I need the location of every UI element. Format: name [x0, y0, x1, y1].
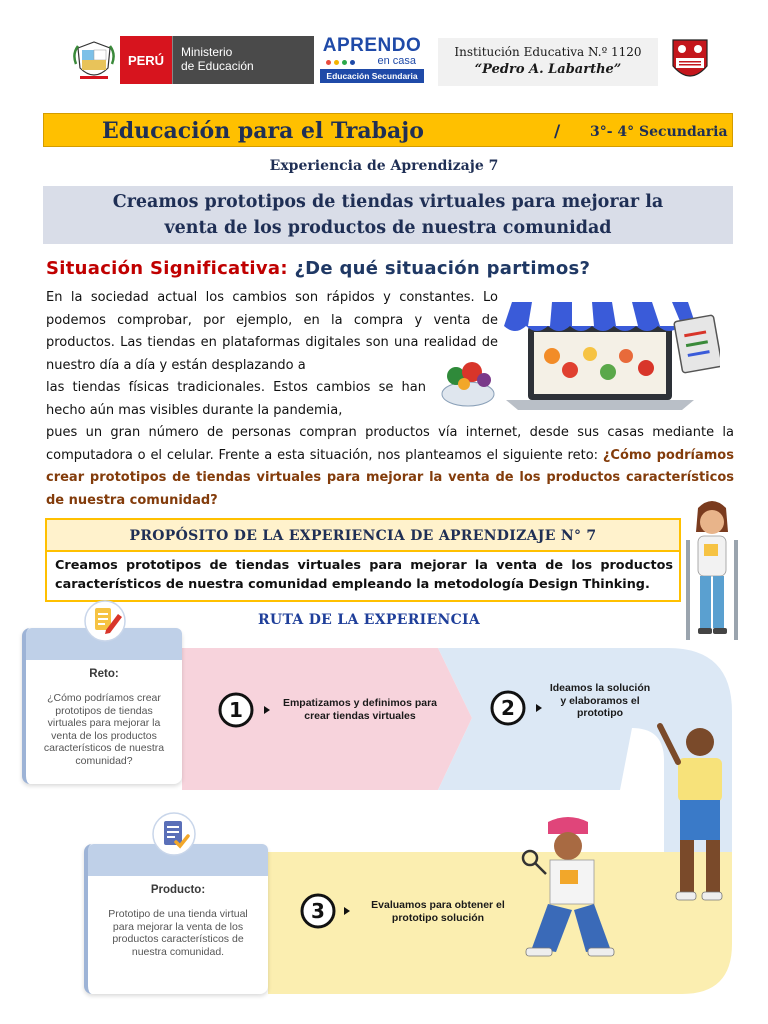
course-grade: 3°- 4° Secundaria [590, 124, 728, 140]
step-3-text: Evaluamos para obtener el prototipo solución [371, 899, 505, 924]
step-2-text: Ideamos la solución y elaboramos el prototipo [549, 682, 651, 719]
aprendo-subtitle: en casa [377, 55, 416, 67]
situation-challenge: ¿Cómo podríamos crear prototipos de tiendas virtuales para mejorar la venta de los productos característicos de nuestra comunidad? [46, 447, 734, 509]
situation-paragraph-3 [46, 422, 734, 513]
aprendo-level: Educación Secundaria [320, 69, 424, 83]
school-shield-icon [670, 36, 710, 86]
notepad-pencil-icon [84, 600, 126, 642]
situation-paragraph-3-text: pues un gran número de personas compran productos vía internet, desde sus casas mediante la computadora o el celular. Frente a esta situación, nos planteamos el siguiente reto: [46, 425, 734, 463]
main-title-line2: venta de los productos de nuestra comunidad [164, 218, 612, 238]
challenge-card-text: ¿Cómo podríamos crear prototipos de tiendas virtuales para mejorar la venta de los productos característicos de nuestra comunidad? [43, 692, 165, 767]
online-store-illustration [420, 296, 720, 416]
step-2-number: 2 [501, 696, 515, 720]
main-title [43, 186, 733, 244]
peru-coat-of-arms-icon [72, 38, 116, 84]
situation-heading-label: Situación Significativa: [46, 258, 288, 279]
aprendo-en-casa-logo [320, 36, 424, 86]
vegetable-bowl-icon [442, 362, 494, 406]
course-separator: / [554, 122, 561, 142]
institution-number: Institución Educativa N.º 1120 [454, 45, 642, 59]
purpose-text: Creamos prototipos de tiendas virtuales para mejorar la venta de los productos característicos de nuestra comunidad empleando la metodología Design Thinking. [55, 558, 673, 592]
challenge-card-label: Reto: [89, 668, 119, 680]
laptop-icon [506, 326, 694, 410]
aprendo-title: APRENDO [322, 35, 422, 56]
document-check-icon [152, 812, 196, 856]
course-banner [43, 113, 733, 147]
purpose-box [45, 518, 681, 602]
experience-label: Experiencia de Aprendizaje 7 [269, 158, 499, 174]
situation-heading [46, 258, 590, 279]
aprendo-dots-icon [326, 60, 355, 65]
ministry-label [172, 36, 314, 84]
product-card-label: Producto: [150, 884, 206, 896]
step-1-number: 1 [229, 698, 243, 722]
product-card [84, 844, 268, 994]
product-card-text: Prototipo de una tienda virtual para mejorar la venta de los productos característicos de nuestra comunidad. [108, 908, 248, 958]
situation-heading-question: ¿De qué situación partimos? [294, 258, 591, 279]
main-title-line1: Creamos prototipos de tiendas virtuales para mejorar la [112, 192, 664, 212]
route-title: RUTA DE LA EXPERIENCIA [258, 612, 481, 628]
situation-paragraph-1: En la sociedad actual los cambios son rápidos y constantes. Lo podemos comprobar, por ejemplo, en la compra y venta de productos. Las tiendas en plataformas digitales son una realidad de nuestro día a día y están desplazando a [46, 290, 498, 374]
ministry-line2: de Educación [181, 59, 254, 73]
course-title: Educación para el Trabajo [102, 118, 424, 144]
institution-box [438, 38, 658, 86]
clipboard-icon [674, 315, 720, 373]
situation-paragraph-2: las tiendas físicas tradicionales. Estos cambios se han hecho aún mas visibles durante la pandemia, [46, 380, 426, 418]
store-awning-icon [504, 302, 696, 331]
document-header [0, 0, 768, 100]
challenge-card [22, 628, 182, 784]
ministry-line1: Ministerio [181, 45, 233, 59]
peru-label: PERÚ [120, 36, 172, 84]
purpose-heading: PROPÓSITO DE LA EXPERIENCIA DE APRENDIZAJE N° 7 [47, 520, 679, 552]
institution-name: “Pedro A. Labarthe” [474, 62, 622, 77]
step-3-number: 3 [311, 899, 325, 923]
step-1-text: Empatizamos y definimos para crear tiendas virtuales [282, 697, 438, 722]
